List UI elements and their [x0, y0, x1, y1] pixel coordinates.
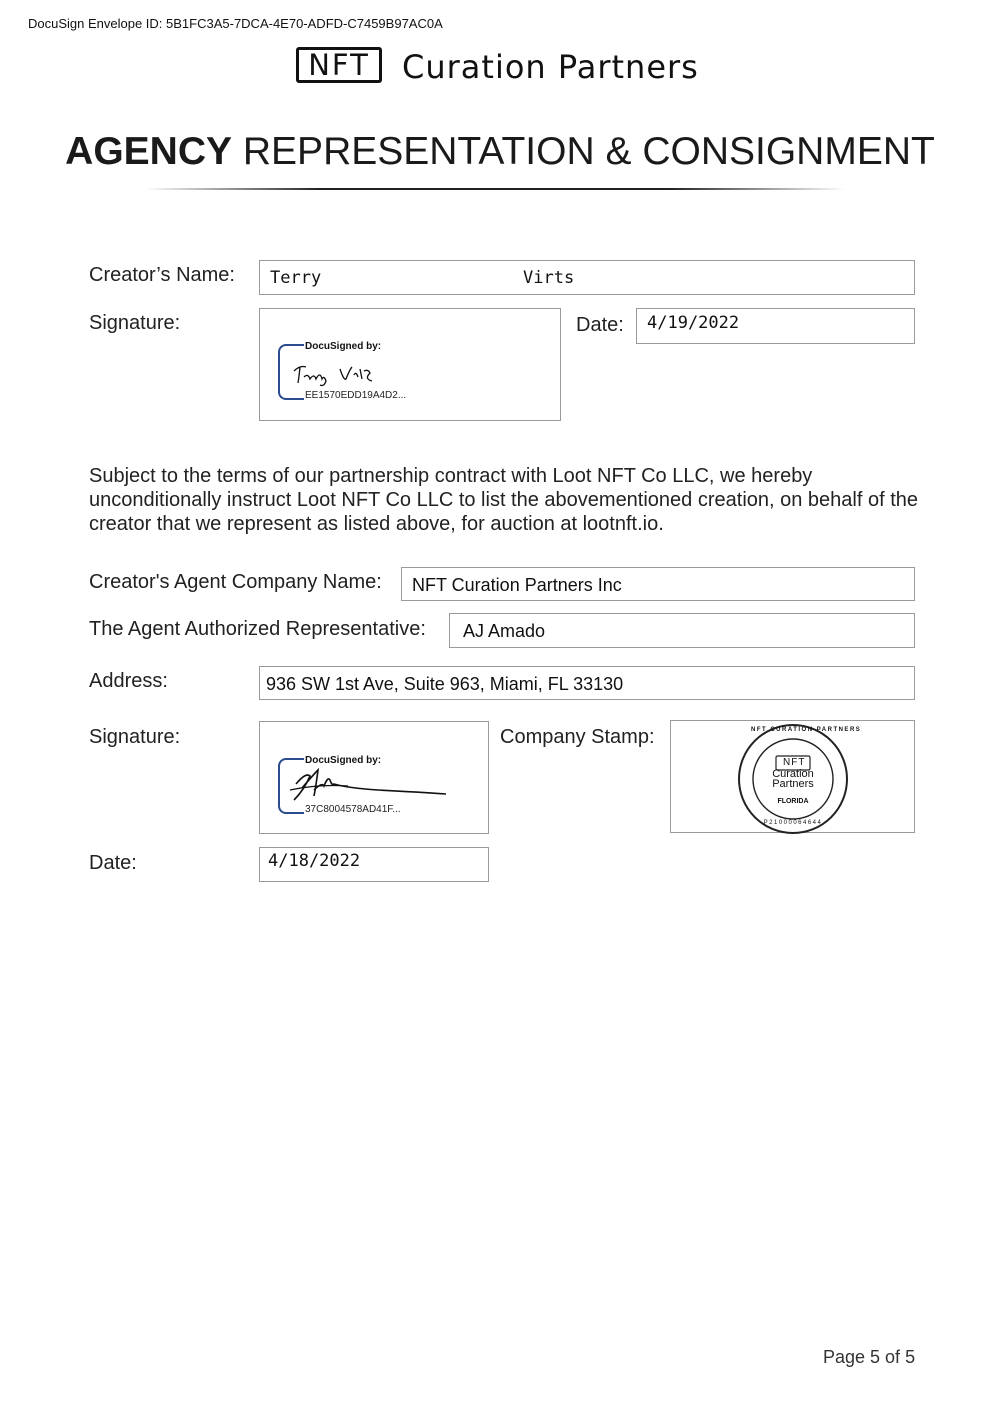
agent-signature-mark	[288, 766, 453, 806]
creator-name-label: Creator’s Name:	[89, 264, 235, 286]
agent-date-field[interactable]: 4/18/2022	[259, 847, 489, 882]
stamp-line2: Partners	[772, 778, 814, 790]
company-stamp-label: Company Stamp:	[500, 726, 655, 748]
creator-last-name: Virts	[523, 268, 575, 288]
agent-rep-label: The Agent Authorized Representative:	[89, 618, 426, 640]
title-rest: REPRESENTATION & CONSIGNMENT	[242, 130, 935, 173]
creator-signature-label: Signature:	[89, 312, 181, 334]
agent-docusign-header: DocuSigned by:	[305, 755, 382, 766]
creator-name-field[interactable]	[259, 260, 915, 295]
creator-signature-mark	[290, 357, 380, 389]
logo-nft-box: NFT	[296, 47, 382, 83]
agent-rep-field[interactable]: AJ Amado	[449, 613, 915, 648]
creator-signature-box[interactable]	[259, 308, 561, 421]
agent-date-label: Date:	[89, 852, 137, 874]
address-label: Address:	[89, 670, 168, 692]
stamp-number: P21000064644	[763, 820, 823, 826]
creator-docusign-id: EE1570EDD19A4D2...	[305, 390, 407, 401]
stamp-ring-text: NFT CURATION PARTNERS	[751, 727, 862, 733]
agent-signature-label: Signature:	[89, 726, 181, 748]
instruction-paragraph: Subject to the terms of our partnership contract with Loot NFT Co LLC, we hereby unconditionally instruct Loot NFT Co LLC to list the abovementioned creation, on behalf of the creator that we represent as listed above, for auction at lootnft.io.	[89, 465, 919, 535]
agent-company-field[interactable]: NFT Curation Partners Inc	[401, 567, 915, 601]
stamp-inner-box-text: NFT	[783, 757, 806, 768]
agent-signature-box[interactable]	[259, 721, 489, 834]
creator-date-label: Date:	[576, 314, 624, 336]
creator-docusign-header: DocuSigned by:	[305, 341, 382, 352]
creator-first-name: Terry	[270, 268, 322, 288]
title-divider	[145, 188, 845, 190]
logo-text: Curation Partners	[402, 48, 699, 86]
address-field[interactable]: 936 SW 1st Ave, Suite 963, Miami, FL 33130	[259, 666, 915, 700]
company-stamp-box	[670, 720, 915, 833]
stamp-line1: Curation	[772, 768, 814, 780]
page-title	[0, 128, 1000, 176]
creator-date-field[interactable]: 4/19/2022	[636, 308, 915, 344]
agent-company-label: Creator's Agent Company Name:	[89, 571, 382, 593]
docusign-envelope-id: DocuSign Envelope ID: 5B1FC3A5-7DCA-4E70-ADFD-C7459B97AC0A	[28, 16, 443, 31]
agent-docusign-id: 37C8004578AD41F...	[305, 804, 401, 815]
title-bold: AGENCY	[65, 130, 233, 173]
page-number: Page 5 of 5	[823, 1347, 916, 1367]
stamp-state: FLORIDA	[777, 798, 809, 805]
